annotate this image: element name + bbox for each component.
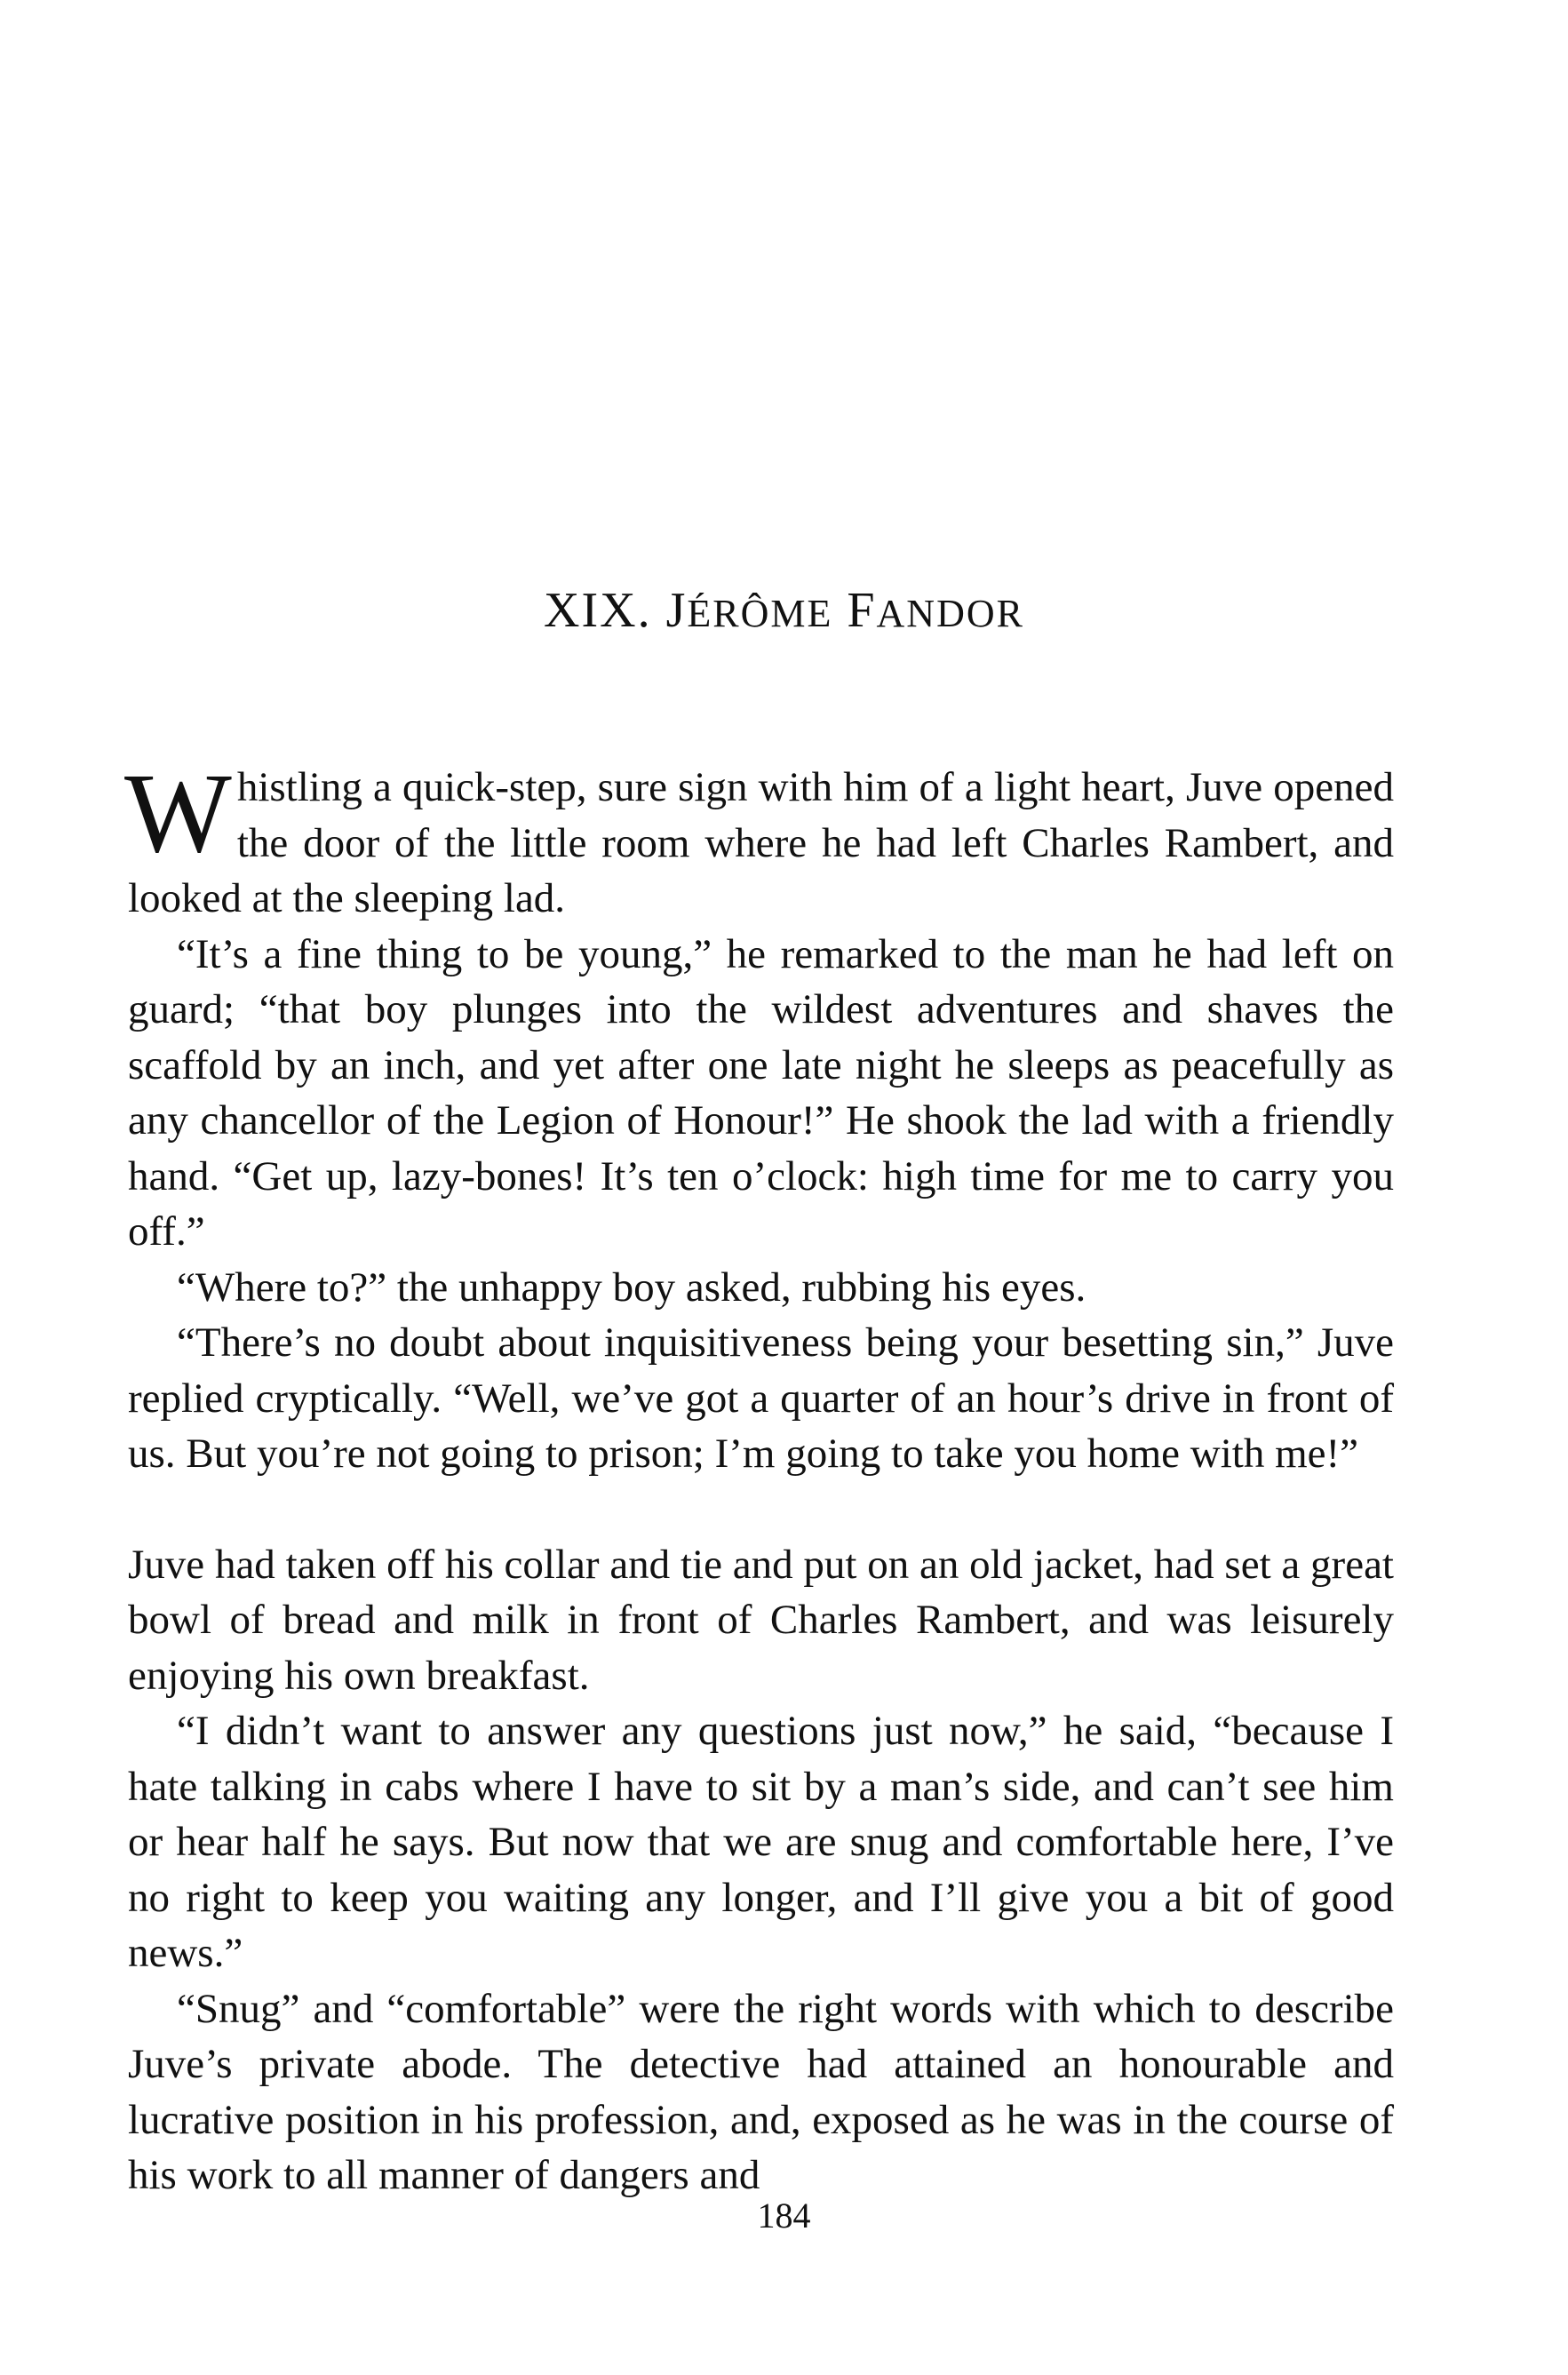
chapter-name-last-initial: F — [847, 583, 877, 638]
chapter-name-last-rest: ANDOR — [876, 592, 1024, 635]
chapter-title — [0, 582, 1568, 639]
page-number: 184 — [757, 2196, 811, 2236]
paragraph-2: “It’s a fine thing to be young,” he remarked to the man he had left on guard; “that boy plunges into the wildest adventures and shaves the scaffold by an inch, and yet after one late night he sleeps as peacefully as any chancellor of the Legion of Honour!” He shook the lad with a friendly hand. “Get up, lazy-bones! It’s ten o’clock: high time for me to carry you off.” — [128, 930, 1394, 1255]
paragraph-1 — [124, 750, 1394, 927]
chapter-name-first-initial: J — [665, 583, 688, 638]
paragraph-6: “I didn’t want to answer any questions just now,” he said, “because I hate talking in cabs where I have to sit by a man’s side, and can’t see him or hear half he says. But now that we are snug and comfortable here, I’ve no right to keep you waiting any longer, and I’ll give you a bit of good news.” — [128, 1708, 1394, 1976]
drop-cap: W — [124, 750, 232, 876]
paragraph-7: “Snug” and “comfortable” were the right words with which to describe Juve’s private abode. The detective had attained an honourable and lucrative position in his profession, and, exposed as he was in the course of his work to all manner of dangers and — [128, 1985, 1394, 2198]
paragraph-3: “Where to?” the unhappy boy asked, rubbing his eyes. — [177, 1263, 1086, 1311]
body-text — [124, 750, 1394, 2204]
chapter-name-first-rest: ÉRÔME — [687, 592, 833, 635]
paragraph-4: “There’s no doubt about inquisitiveness being your besetting sin,” Juve replied cryptically. “Well, we’ve got a quarter of an hour’s drive in front of us. But you’re not going to prison; I’m going to take you home with me!” — [128, 1319, 1394, 1477]
paragraph-5: Juve had taken off his collar and tie and put on an old jacket, had set a great bowl of bread and milk in front of Charles Rambert, and was leisurely enjoying his own breakfast. — [128, 1541, 1394, 1699]
paragraph-1-text: histling a quick-step, sure sign with him of a light heart, Juve opened the door of the little room where he had left Charles Rambert, and looked at the sleeping lad. — [128, 764, 1394, 921]
chapter-numeral: XIX. — [544, 583, 652, 638]
